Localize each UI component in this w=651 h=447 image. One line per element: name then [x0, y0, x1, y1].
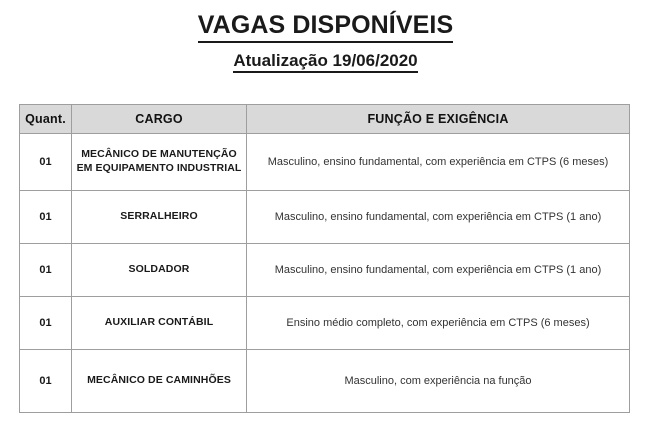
- cell-quantity: 01: [20, 297, 72, 350]
- document-heading: [0, 0, 651, 73]
- role-line-primary: MECÂNICO DE MANUTENÇÃO: [81, 148, 237, 161]
- cell-role: AUXILIAR CONTÁBIL: [72, 297, 247, 350]
- table-row: [20, 134, 630, 191]
- role-line-secondary: EM EQUIPAMENTO INDUSTRIAL: [76, 162, 242, 174]
- cell-role: SERRALHEIRO: [72, 191, 247, 244]
- cell-role: [72, 134, 247, 191]
- table-row: [20, 191, 630, 244]
- cell-requirements: Masculino, ensino fundamental, com experiência em CTPS (1 ano): [247, 191, 630, 244]
- table-header: [20, 105, 630, 134]
- cell-role: MECÂNICO DE CAMINHÕES: [72, 350, 247, 413]
- cell-requirements: Masculino, com experiência na função: [247, 350, 630, 413]
- cell-quantity: 01: [20, 350, 72, 413]
- table-row: [20, 350, 630, 413]
- cell-role: SOLDADOR: [72, 244, 247, 297]
- column-header-quantity: Quant.: [20, 105, 72, 134]
- cell-requirements: Masculino, ensino fundamental, com experiência em CTPS (1 ano): [247, 244, 630, 297]
- table-header-row: [20, 105, 630, 134]
- cell-quantity: 01: [20, 244, 72, 297]
- page-title: VAGAS DISPONÍVEIS: [198, 11, 453, 43]
- cell-quantity: 01: [20, 134, 72, 191]
- table-body: [20, 134, 630, 413]
- subtitle-row: [0, 51, 651, 74]
- table-row: [20, 297, 630, 350]
- vacancies-table: [19, 104, 630, 413]
- cell-quantity: 01: [20, 191, 72, 244]
- column-header-requirements: FUNÇÃO E EXIGÊNCIA: [247, 105, 630, 134]
- cell-requirements: Masculino, ensino fundamental, com experiência em CTPS (6 meses): [247, 134, 630, 191]
- table-row: [20, 244, 630, 297]
- column-header-role: CARGO: [72, 105, 247, 134]
- cell-requirements: Ensino médio completo, com experiência em CTPS (6 meses): [247, 297, 630, 350]
- update-date-subtitle: Atualização 19/06/2020: [233, 51, 417, 74]
- vacancies-table-container: [19, 104, 629, 413]
